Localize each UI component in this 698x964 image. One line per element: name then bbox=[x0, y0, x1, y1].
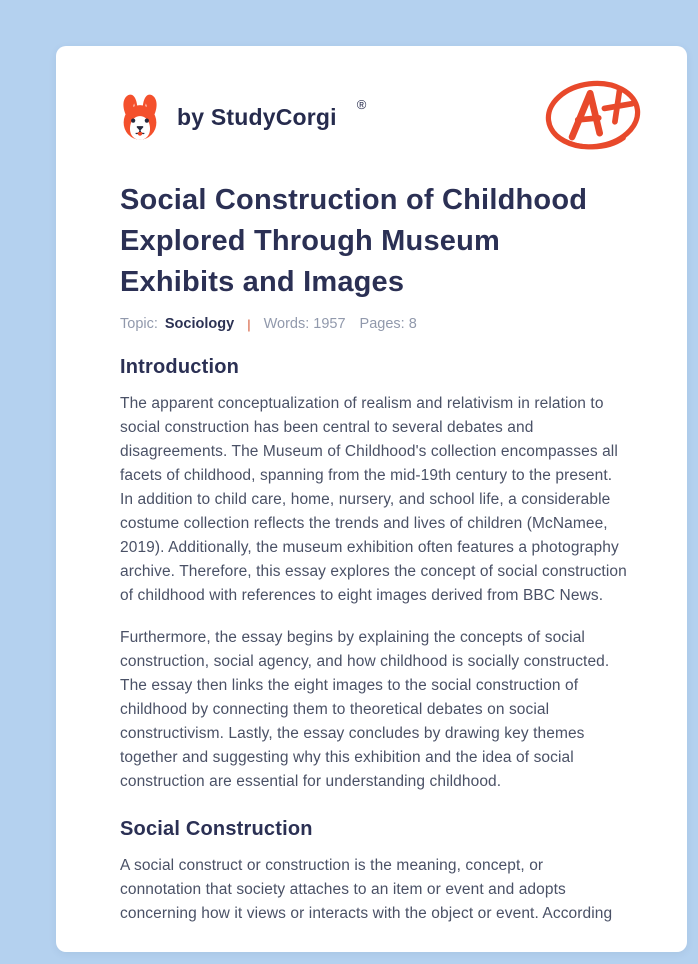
paragraph bbox=[120, 854, 623, 926]
text-line: construction are essential for understanding childhood. bbox=[120, 773, 502, 790]
text-line: costume collection reflects the trends and lives of children (McNamee, bbox=[120, 515, 608, 532]
text-line: connotation that society attaches to an item or event and adopts bbox=[120, 881, 566, 898]
meta-separator: | bbox=[247, 316, 251, 332]
article-body bbox=[120, 356, 627, 926]
title-line: Exhibits and Images bbox=[120, 266, 405, 298]
section-heading: Introduction bbox=[120, 356, 240, 378]
paragraph bbox=[120, 392, 627, 608]
text-line: A social construct or construction is the meaning, concept, or bbox=[120, 857, 544, 874]
text-line: archive. Therefore, this essay explores the concept of social construction bbox=[120, 563, 627, 580]
meta-row bbox=[120, 316, 623, 332]
a-plus-grade-badge-icon bbox=[543, 77, 623, 157]
title-line: Explored Through Museum bbox=[120, 225, 500, 257]
section-heading: Social Construction bbox=[120, 818, 313, 840]
text-line: 2019). Additionally, the museum exhibition often features a photography bbox=[120, 539, 619, 556]
words-count: Words: 1957 bbox=[263, 316, 346, 332]
text-line: childhood by connecting them to theoretical debates on social bbox=[120, 701, 550, 718]
text-line: In addition to child care, home, nursery, and school life, a considerable bbox=[120, 491, 611, 508]
title-line: Social Construction of Childhood bbox=[120, 184, 588, 216]
brand-text: by StudyCorgi bbox=[177, 103, 337, 130]
text-line: together and suggesting why this exhibition and the idea of social bbox=[120, 749, 574, 766]
paragraph bbox=[120, 626, 623, 794]
text-line: concerning how it views or interacts with the object or event. According bbox=[120, 905, 613, 922]
pages-count: Pages: 8 bbox=[359, 316, 417, 332]
text-line: The essay then links the eight images to the social construction of bbox=[120, 677, 579, 694]
text-line: facets of childhood, spanning from the mid-19th century to the present. bbox=[120, 467, 613, 484]
page-title bbox=[120, 180, 623, 303]
document-card bbox=[56, 46, 687, 952]
topic-label: Topic: bbox=[120, 316, 158, 332]
header bbox=[120, 76, 623, 158]
registered-trademark: ® bbox=[356, 97, 367, 112]
text-line: social construction has been central to several debates and bbox=[120, 419, 534, 436]
text-line: constructivism. Lastly, the essay concludes by drawing key themes bbox=[120, 725, 585, 742]
corgi-logo-icon bbox=[120, 93, 160, 141]
studycorgi-brand-link[interactable] bbox=[120, 93, 366, 141]
text-line: construction, social agency, and how childhood is socially constructed. bbox=[120, 653, 610, 670]
text-line: Furthermore, the essay begins by explaining the concepts of social bbox=[120, 629, 585, 646]
text-line: of childhood with references to eight images derived from BBC News. bbox=[120, 587, 604, 604]
text-line: disagreements. The Museum of Childhood's collection encompasses all bbox=[120, 443, 618, 460]
text-line: The apparent conceptualization of realism and relativism in relation to bbox=[120, 395, 604, 412]
topic-link[interactable]: Sociology bbox=[164, 316, 235, 332]
